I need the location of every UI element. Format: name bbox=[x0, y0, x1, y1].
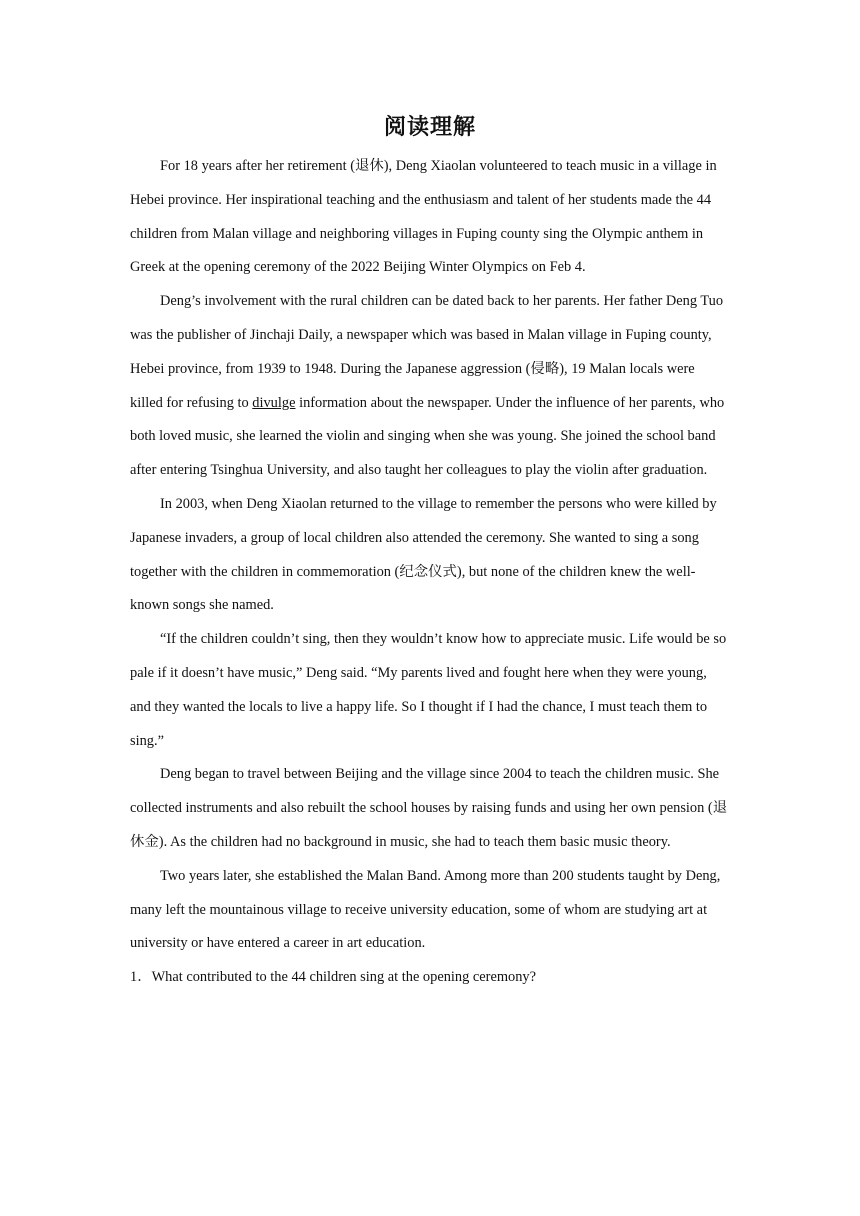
underlined-word: divulge bbox=[252, 394, 296, 411]
question-1: 1．What contributed to the 44 children sing at the opening ceremony? bbox=[130, 969, 537, 986]
paragraph-2-after: information about the newspaper. Under the influence of her parents, who both loved music, she learned the violin and singing when she was young. She joined the school band after entering Tsinghua University, and also taught her colleagues to play the violin after graduation. bbox=[130, 394, 725, 479]
paragraph-1: For 18 years after her retirement (退休), Deng Xiaolan volunteered to teach music in a village in Hebei province. Her inspirational teaching and the enthusiasm and talent of her students made the 44 children from Malan village and neighboring villages in Fuping county sing the Olympic anthem in Greek at the opening ceremony of the 2022 Beijing Winter Olympics on Feb 4. bbox=[130, 158, 717, 276]
paragraph-5: Deng began to travel between Beijing and the village since 2004 to teach the children music. She collected instruments and also rebuilt the school houses by raising funds and using her own pension (退休金). As the children had no background in music, she had to teach them basic music theory. bbox=[130, 766, 728, 850]
paragraph-2 bbox=[130, 285, 730, 488]
page-title: 阅读理解 bbox=[383, 114, 476, 139]
paragraph-3: In 2003, when Deng Xiaolan returned to the village to remember the persons who were killed by Japanese invaders, a group of local children also attended the ceremony. She wanted to sing a song together with the children in commemoration (纪念仪式), but none of the children knew the well-known songs she named. bbox=[130, 495, 717, 614]
article-body bbox=[130, 150, 730, 995]
paragraph-6: Two years later, she established the Malan Band. Among more than 200 students taught by Deng, many left the mountainous village to receive university education, some of whom are studying art at university or have entered a career in art education. bbox=[130, 867, 721, 952]
paragraph-2-before: Deng’s involvement with the rural children can be dated back to her parents. Her father Deng Tuo was the publisher of Jinchaji Daily, a newspaper which was based in Malan village in Fuping county, Hebei province, from 1939 to 1948. During the Japanese aggression (侵略), 19 Malan locals were killed for refusing to bbox=[130, 293, 724, 411]
paragraph-4: “If the children couldn’t sing, then they wouldn’t know how to appreciate music. Life would be so pale if it doesn’t have music,” Deng said. “My parents lived and fought here when they were young, and they wanted the locals to live a happy life. So I thought if I had the chance, I must teach them to sing.” bbox=[130, 631, 727, 749]
